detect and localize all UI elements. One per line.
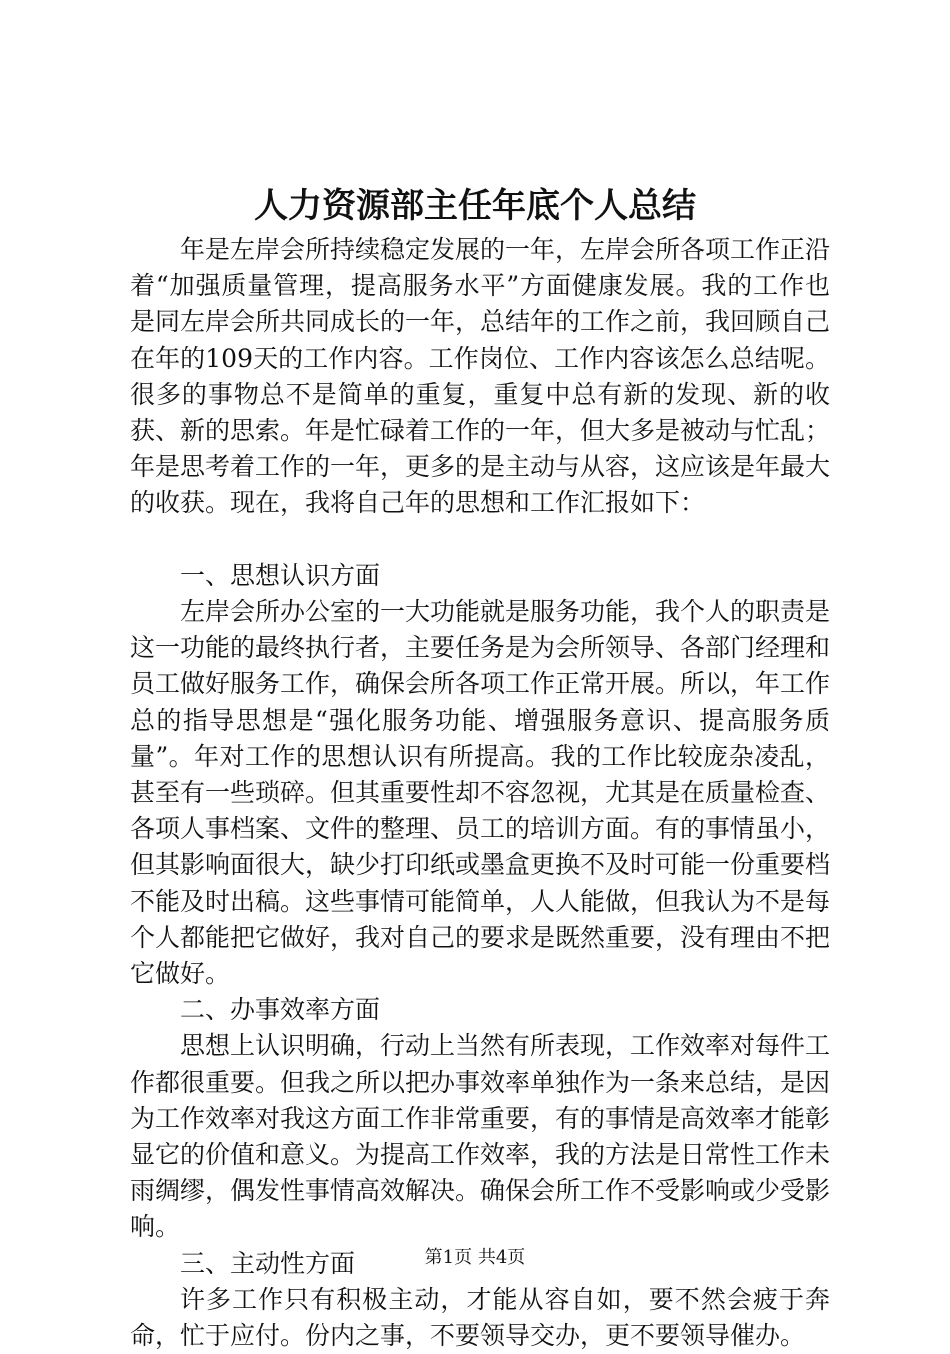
section-paragraph-2: 思想上认识明确，行动上当然有所表现，工作效率对每件工作都很重要。但我之所以把办事效率单独作为一条来总结，是因为工作效率对我这方面工作非常重要，有的事情是高效率才能彰显它的价值和意义。为提高工作效率，我的方法是日常性工作未雨绸缪，偶发性事情高效解决。确保会所工作不受影响或少受影响。 — [130, 1031, 831, 1242]
section-paragraph-1: 左岸会所办公室的一大功能就是服务功能，我个人的职责是这一功能的最终执行者，主要任务是为会所领导、各部门经理和员工做好服务工作，确保会所各项工作正常开展。所以，年工作总的指导思想是“强化服务功能、增强服务意识、提高服务质量”。年对工作的思想认识有所提高。我的工作比较庞杂凌乱，甚至有一些琐碎。但其重要性却不容忽视，尤其是在质量检查、各项人事档案、文件的整理、员工的培训方面。有的事情虽小，但其影响面很大，缺少打印纸或墨盒更换不及时可能一份重要档不能及时出稿。这些事情可能简单，人人能做，但我认为不是每个人都能把它做好，我对自己的要求是既然重要，没有理由不把它做好。 — [130, 597, 831, 989]
section-heading-1: 一、思想认识方面 — [180, 560, 381, 590]
section-paragraph-3: 许多工作只有积极主动，才能从容自如，要不然会疲于奔命，忙于应付。份内之事，不要领导交办，更不要领导催办。 — [130, 1284, 830, 1351]
document-body — [130, 232, 830, 1354]
section-heading-3: 三、主动性方面 — [180, 1248, 356, 1278]
section-heading-2: 二、办事效率方面 — [180, 995, 381, 1025]
paragraph-spacer — [130, 522, 830, 558]
document-title: 人力资源部主任年底个人总结 — [254, 186, 696, 226]
intro-paragraph: 年是左岸会所持续稳定发展的一年，左岸会所各项工作正沿着“加强质量管理，提高服务水平”方面健康发展。我的工作也是同左岸会所共同成长的一年，总结年的工作之前，我回顾自己在年的109天的工作内容。工作岗位、工作内容该怎么总结呢。很多的事物总不是简单的重复，重复中总有新的发现、新的收获、新的思索。年是忙碌着工作的一年，但大多是被动与忙乱；年是思考着工作的一年，更多的是主动与从容，这应该是年最大的收获。现在，我将自己年的思想和工作汇报如下： — [130, 235, 831, 518]
page-number-footer: 第1页 共4页 — [424, 1247, 526, 1268]
